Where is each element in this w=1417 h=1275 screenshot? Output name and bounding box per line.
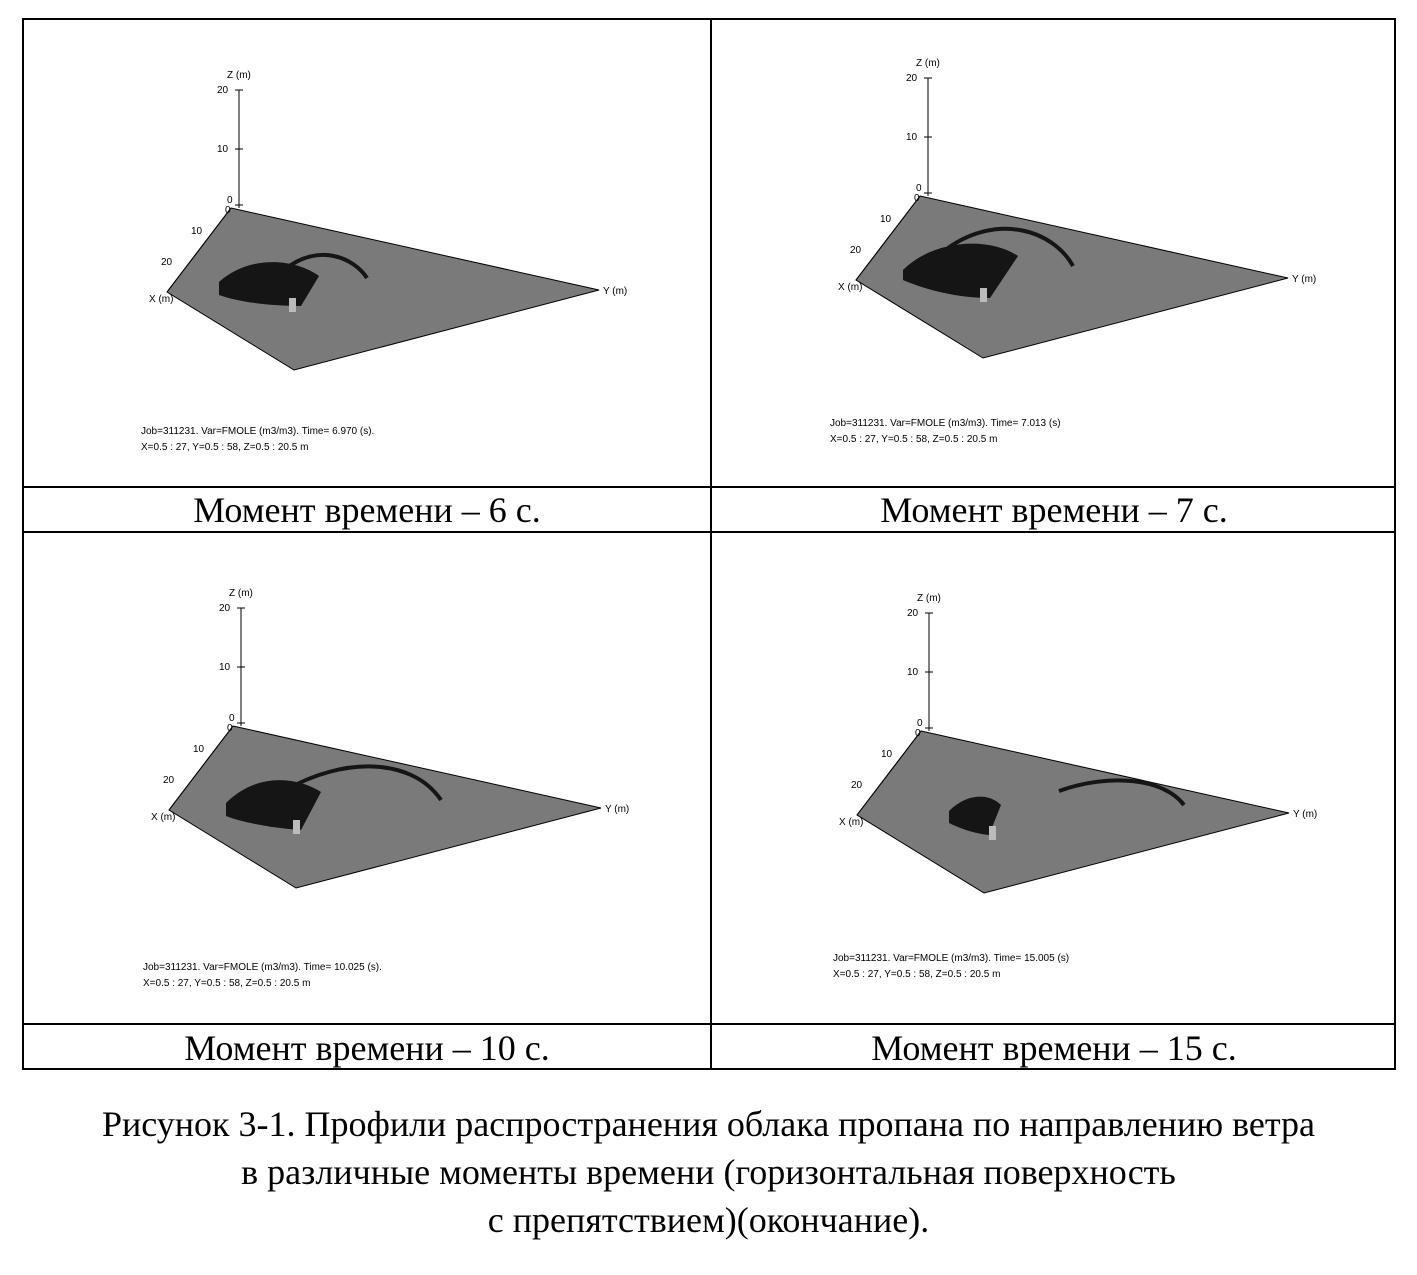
plot-info-line-1: Job=311231. Var=FMOLE (m3/m3). Time= 15.005 (s) [833, 953, 1070, 964]
plot-info-line-1: Job=311231. Var=FMOLE (m3/m3). Time= 6.970 (s). [141, 426, 375, 437]
x-tick-label-20: 20 [850, 245, 862, 256]
plot-info-line-2: X=0.5 : 27, Y=0.5 : 58, Z=0.5 : 20.5 m [141, 442, 309, 453]
obstacle-marker [293, 820, 300, 834]
z-axis-label: Z (m) [916, 58, 940, 69]
x-tick-label-0: 0 [914, 193, 920, 204]
x-axis-label: X (m) [149, 294, 174, 305]
z-tick-label-20: 20 [219, 603, 231, 614]
obstacle-marker [989, 826, 996, 840]
z-tick-label-0: 0 [917, 718, 923, 729]
time-label-cell-4 [712, 1025, 1396, 1070]
time-label-cell-3 [24, 1025, 710, 1070]
time-label-cell-2 [712, 488, 1396, 531]
x-tick-label-20: 20 [851, 780, 863, 791]
plot-info-line-2: X=0.5 : 27, Y=0.5 : 58, Z=0.5 : 20.5 m [143, 978, 311, 989]
y-axis-label: Y (m) [1293, 809, 1318, 820]
z-tick-label-10: 10 [906, 132, 918, 143]
caption-line-2: в различные моменты времени (горизонтальная поверхность [241, 1152, 1176, 1192]
z-tick-label-20: 20 [906, 73, 918, 84]
y-axis-label: Y (m) [603, 286, 628, 297]
plot-panel-1 [24, 20, 710, 486]
z-tick-label-20: 20 [907, 608, 919, 619]
z-tick-label-10: 10 [217, 144, 229, 155]
z-axis-label: Z (m) [227, 70, 251, 81]
ground-plane [857, 731, 1289, 893]
x-tick-label-0: 0 [227, 723, 233, 734]
x-tick-label-0: 0 [225, 205, 231, 216]
time-label-1: Момент времени – 6 с. [193, 489, 541, 530]
z-tick-label-0: 0 [229, 713, 235, 724]
plot-panel-2 [712, 20, 1396, 486]
x-tick-label-10: 10 [193, 744, 205, 755]
plot-svg-1 [24, 20, 710, 486]
time-label-3: Момент времени – 10 с. [184, 1027, 550, 1068]
x-tick-label-0: 0 [915, 728, 921, 739]
z-axis-label: Z (m) [229, 588, 253, 599]
obstacle-marker [289, 298, 296, 312]
x-axis-label: X (m) [838, 282, 863, 293]
x-tick-label-20: 20 [161, 257, 173, 268]
time-label-4: Момент времени – 15 с. [871, 1027, 1237, 1068]
x-tick-label-20: 20 [163, 775, 175, 786]
plot-panel-4 [712, 533, 1396, 1023]
plot-info-line-2: X=0.5 : 27, Y=0.5 : 58, Z=0.5 : 20.5 m [830, 434, 998, 445]
z-tick-label-0: 0 [227, 195, 233, 206]
plot-svg-3 [24, 533, 710, 1023]
time-label-cell-1 [24, 488, 710, 531]
x-tick-label-10: 10 [191, 226, 203, 237]
caption-line-3: с препятствием)(окончание). [487, 1200, 930, 1240]
obstacle-marker [980, 288, 987, 302]
plot-info-line-1: Job=311231. Var=FMOLE (m3/m3). Time= 7.013 (s) [830, 418, 1061, 429]
x-axis-label: X (m) [151, 812, 176, 823]
caption-line-1: Рисунок 3-1. Профили распространения облака пропана по направлению ветра [101, 1104, 1316, 1144]
z-tick-label-20: 20 [217, 85, 229, 96]
z-tick-label-10: 10 [219, 662, 231, 673]
x-tick-label-10: 10 [880, 214, 892, 225]
x-axis-label: X (m) [839, 817, 864, 828]
figure-grid [22, 18, 1396, 1070]
figure-caption [0, 1100, 1417, 1244]
x-tick-label-10: 10 [881, 749, 893, 760]
z-axis-label: Z (m) [917, 593, 941, 604]
plot-svg-4 [712, 533, 1396, 1023]
z-tick-label-10: 10 [907, 667, 919, 678]
plot-info-line-1: Job=311231. Var=FMOLE (m3/m3). Time= 10.025 (s). [143, 962, 382, 973]
plot-svg-2 [712, 20, 1396, 486]
plot-info-line-2: X=0.5 : 27, Y=0.5 : 58, Z=0.5 : 20.5 m [833, 969, 1001, 980]
z-tick-label-0: 0 [916, 183, 922, 194]
y-axis-label: Y (m) [605, 804, 630, 815]
plot-panel-3 [24, 533, 710, 1023]
y-axis-label: Y (m) [1292, 274, 1317, 285]
time-label-2: Момент времени – 7 с. [880, 489, 1228, 530]
